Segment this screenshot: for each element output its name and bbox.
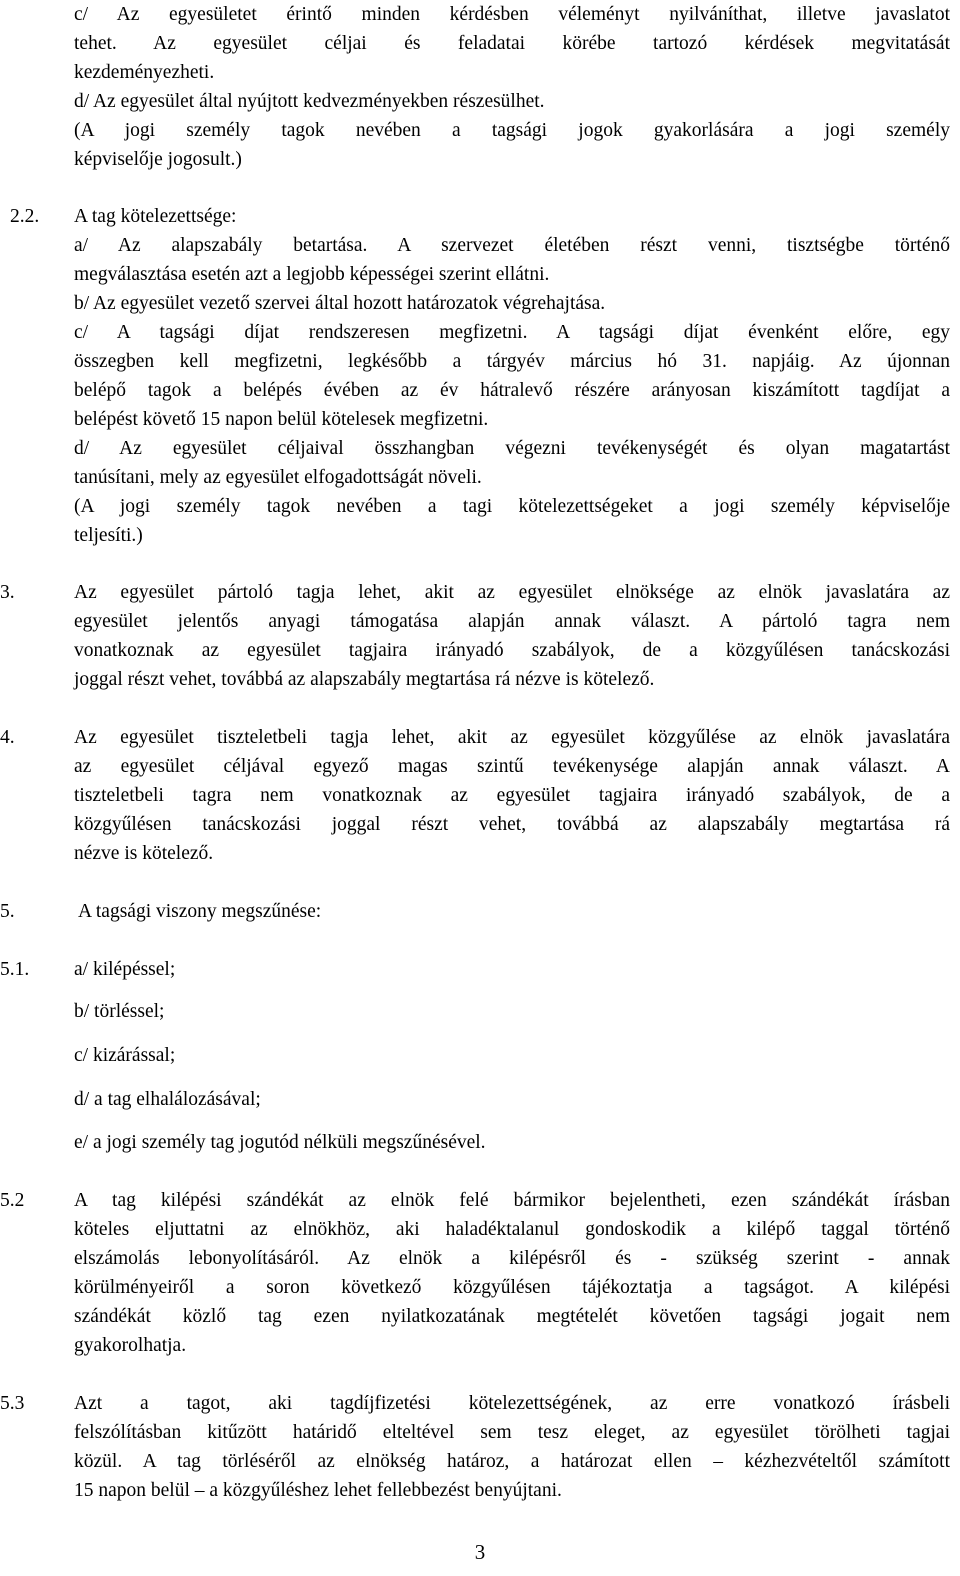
- list-item: c/ kizárással;: [74, 1045, 176, 1066]
- text-line: nézve is kötelező.: [74, 843, 214, 864]
- text-line: d/ Az egyesület céljaival összhangban végezni tevékenységét és olyan magatartást: [74, 438, 950, 459]
- text-line: Az egyesület tiszteletbeli tagja lehet, akit az egyesület közgyűlése az elnök javaslatára: [74, 727, 950, 748]
- list-item: d/ a tag elhalálozásával;: [74, 1089, 261, 1110]
- paragraph-d-benefits: [74, 87, 950, 116]
- paragraph-4-honorary-member: [74, 723, 950, 868]
- text-line: 15 napon belül – a közgyűléshez lehet fellebbezést benyújtani.: [74, 1480, 562, 1501]
- text-line: (A jogi személy tagok nevében a tagi kötelezettségeket a jogi személy képviselője: [74, 496, 950, 517]
- text-line: d/ Az egyesület által nyújtott kedvezményekben részesülhet.: [74, 91, 545, 112]
- text-line: Az egyesület pártoló tagja lehet, akit az egyesület elnöksége az elnök javaslatára az: [74, 582, 950, 603]
- text-line: elszámolás lebonyolításáról. Az elnök a kilépésről és - szükség szerint - annak: [74, 1248, 950, 1269]
- section-number-2-2: 2.2.: [10, 206, 40, 227]
- text-line: (A jogi személy tagok nevében a tagsági jogok gyakorlására a jogi személy: [74, 120, 950, 141]
- text-line: tiszteletbeli tagra nem vonatkoznak az egyesület tagjaira irányadó szabályok, de a: [74, 785, 950, 806]
- text-line: Azt a tagot, aki tagdíjfizetési kötelezettségének, az erre vonatkozó írásbeli: [74, 1393, 950, 1414]
- text-line: gyakorolhatja.: [74, 1335, 187, 1356]
- text-line: képviselője jogosult.): [74, 149, 242, 170]
- paragraph-2-2-note: [74, 492, 950, 550]
- text-line: tanúsítani, mely az egyesület elfogadottságát növeli.: [74, 467, 482, 488]
- section-number-3: 3.: [0, 582, 15, 603]
- list-item: e/ a jogi személy tag jogutód nélküli megszűnésével.: [74, 1132, 486, 1153]
- text-line: az egyesület céljával egyező magas szintű tevékenysége alapján annak választ. A: [74, 756, 950, 777]
- text-line: közül. A tag törléséről az elnökség határoz, a határozat ellen – kézhezvételtől számított: [74, 1451, 950, 1472]
- text-line: összegben kell megfizetni, legkésőbb a tárgyév március hó 31. napjáig. Az újonnan: [74, 351, 950, 372]
- text-line: teljesíti.): [74, 525, 143, 546]
- paragraph-d-note: [74, 116, 950, 174]
- paragraph-2-2-d: [74, 434, 950, 492]
- text-line: b/ Az egyesület vezető szervei által hozott határozatok végrehajtása.: [74, 293, 606, 314]
- section-title-5: A tagsági viszony megszűnése:: [78, 901, 322, 922]
- text-line: vonatkoznak az egyesület tagjaira irányadó szabályok, de a közgyűlésen tanácskozási: [74, 640, 950, 661]
- text-line: belépő tagok a belépés évében az év hátralevő részére arányosan kiszámított tagdíjat a: [74, 380, 950, 401]
- text-line: joggal részt vehet, továbbá az alapszabály megtartása rá nézve is kötelező.: [74, 669, 655, 690]
- list-item: b/ törléssel;: [74, 1001, 165, 1022]
- text-line: tehet. Az egyesület céljai és feladatai körébe tartozó kérdések megvitatását: [74, 33, 950, 54]
- text-line: belépést követő 15 napon belül kötelesek megfizetni.: [74, 409, 489, 430]
- text-line: körülményeiről a soron következő közgyűlésen tájékoztatja a tagságot. A kilépési: [74, 1277, 950, 1298]
- text-line: A tag kilépési szándékát az elnök felé bármikor bejelentheti, ezen szándékát írásban: [74, 1190, 950, 1211]
- text-line: megválasztása esetén azt a legjobb képességei szerint ellátni.: [74, 264, 550, 285]
- section-number-5-3: 5.3: [0, 1393, 25, 1414]
- text-line: c/ A tagsági díjat rendszeresen megfizetni. A tagsági díjat évenként előre, egy: [74, 322, 950, 343]
- page-number: 3: [474, 1540, 486, 1564]
- text-line: közgyűlésen tanácskozási joggal részt vehet, továbbá az alapszabály megtartása rá: [74, 814, 950, 835]
- paragraph-5-2-resignation: [74, 1186, 950, 1360]
- paragraph-2-2-a: [74, 231, 950, 289]
- paragraph-c-opinion: [74, 0, 950, 87]
- section-title-2-2: A tag kötelezettsége:: [74, 206, 237, 227]
- text-line: köteles eljuttatni az elnökhöz, aki haladéktalanul gondoskodik a kilépő taggal történő: [74, 1219, 950, 1240]
- section-number-5: 5.: [0, 901, 15, 922]
- text-line: egyesület jelentős anyagi támogatása alapján annak választ. A pártoló tagra nem: [74, 611, 950, 632]
- section-number-5-2: 5.2: [0, 1190, 25, 1211]
- text-line: felszólításban kitűzött határidő elteltével sem tesz eleget, az egyesület törölheti tagjai: [74, 1422, 950, 1443]
- section-number-5-1: 5.1.: [0, 959, 30, 980]
- text-line: a/ Az alapszabály betartása. A szervezet életében részt venni, tisztségbe történő: [74, 235, 950, 256]
- paragraph-2-2-b: [74, 289, 950, 318]
- paragraph-3-supporting-member: [74, 578, 950, 694]
- text-line: c/ Az egyesületet érintő minden kérdésben véleményt nyilváníthat, illetve javaslatot: [74, 4, 950, 25]
- text-line: szándékát közlő tag ezen nyilatkozatának megtételét követően tagsági jogait nem: [74, 1306, 950, 1327]
- text-line: kezdeményezheti.: [74, 62, 215, 83]
- section-number-4: 4.: [0, 727, 15, 748]
- paragraph-2-2-c: [74, 318, 950, 434]
- paragraph-5-3-deletion: [74, 1389, 950, 1505]
- list-item: a/ kilépéssel;: [74, 959, 176, 980]
